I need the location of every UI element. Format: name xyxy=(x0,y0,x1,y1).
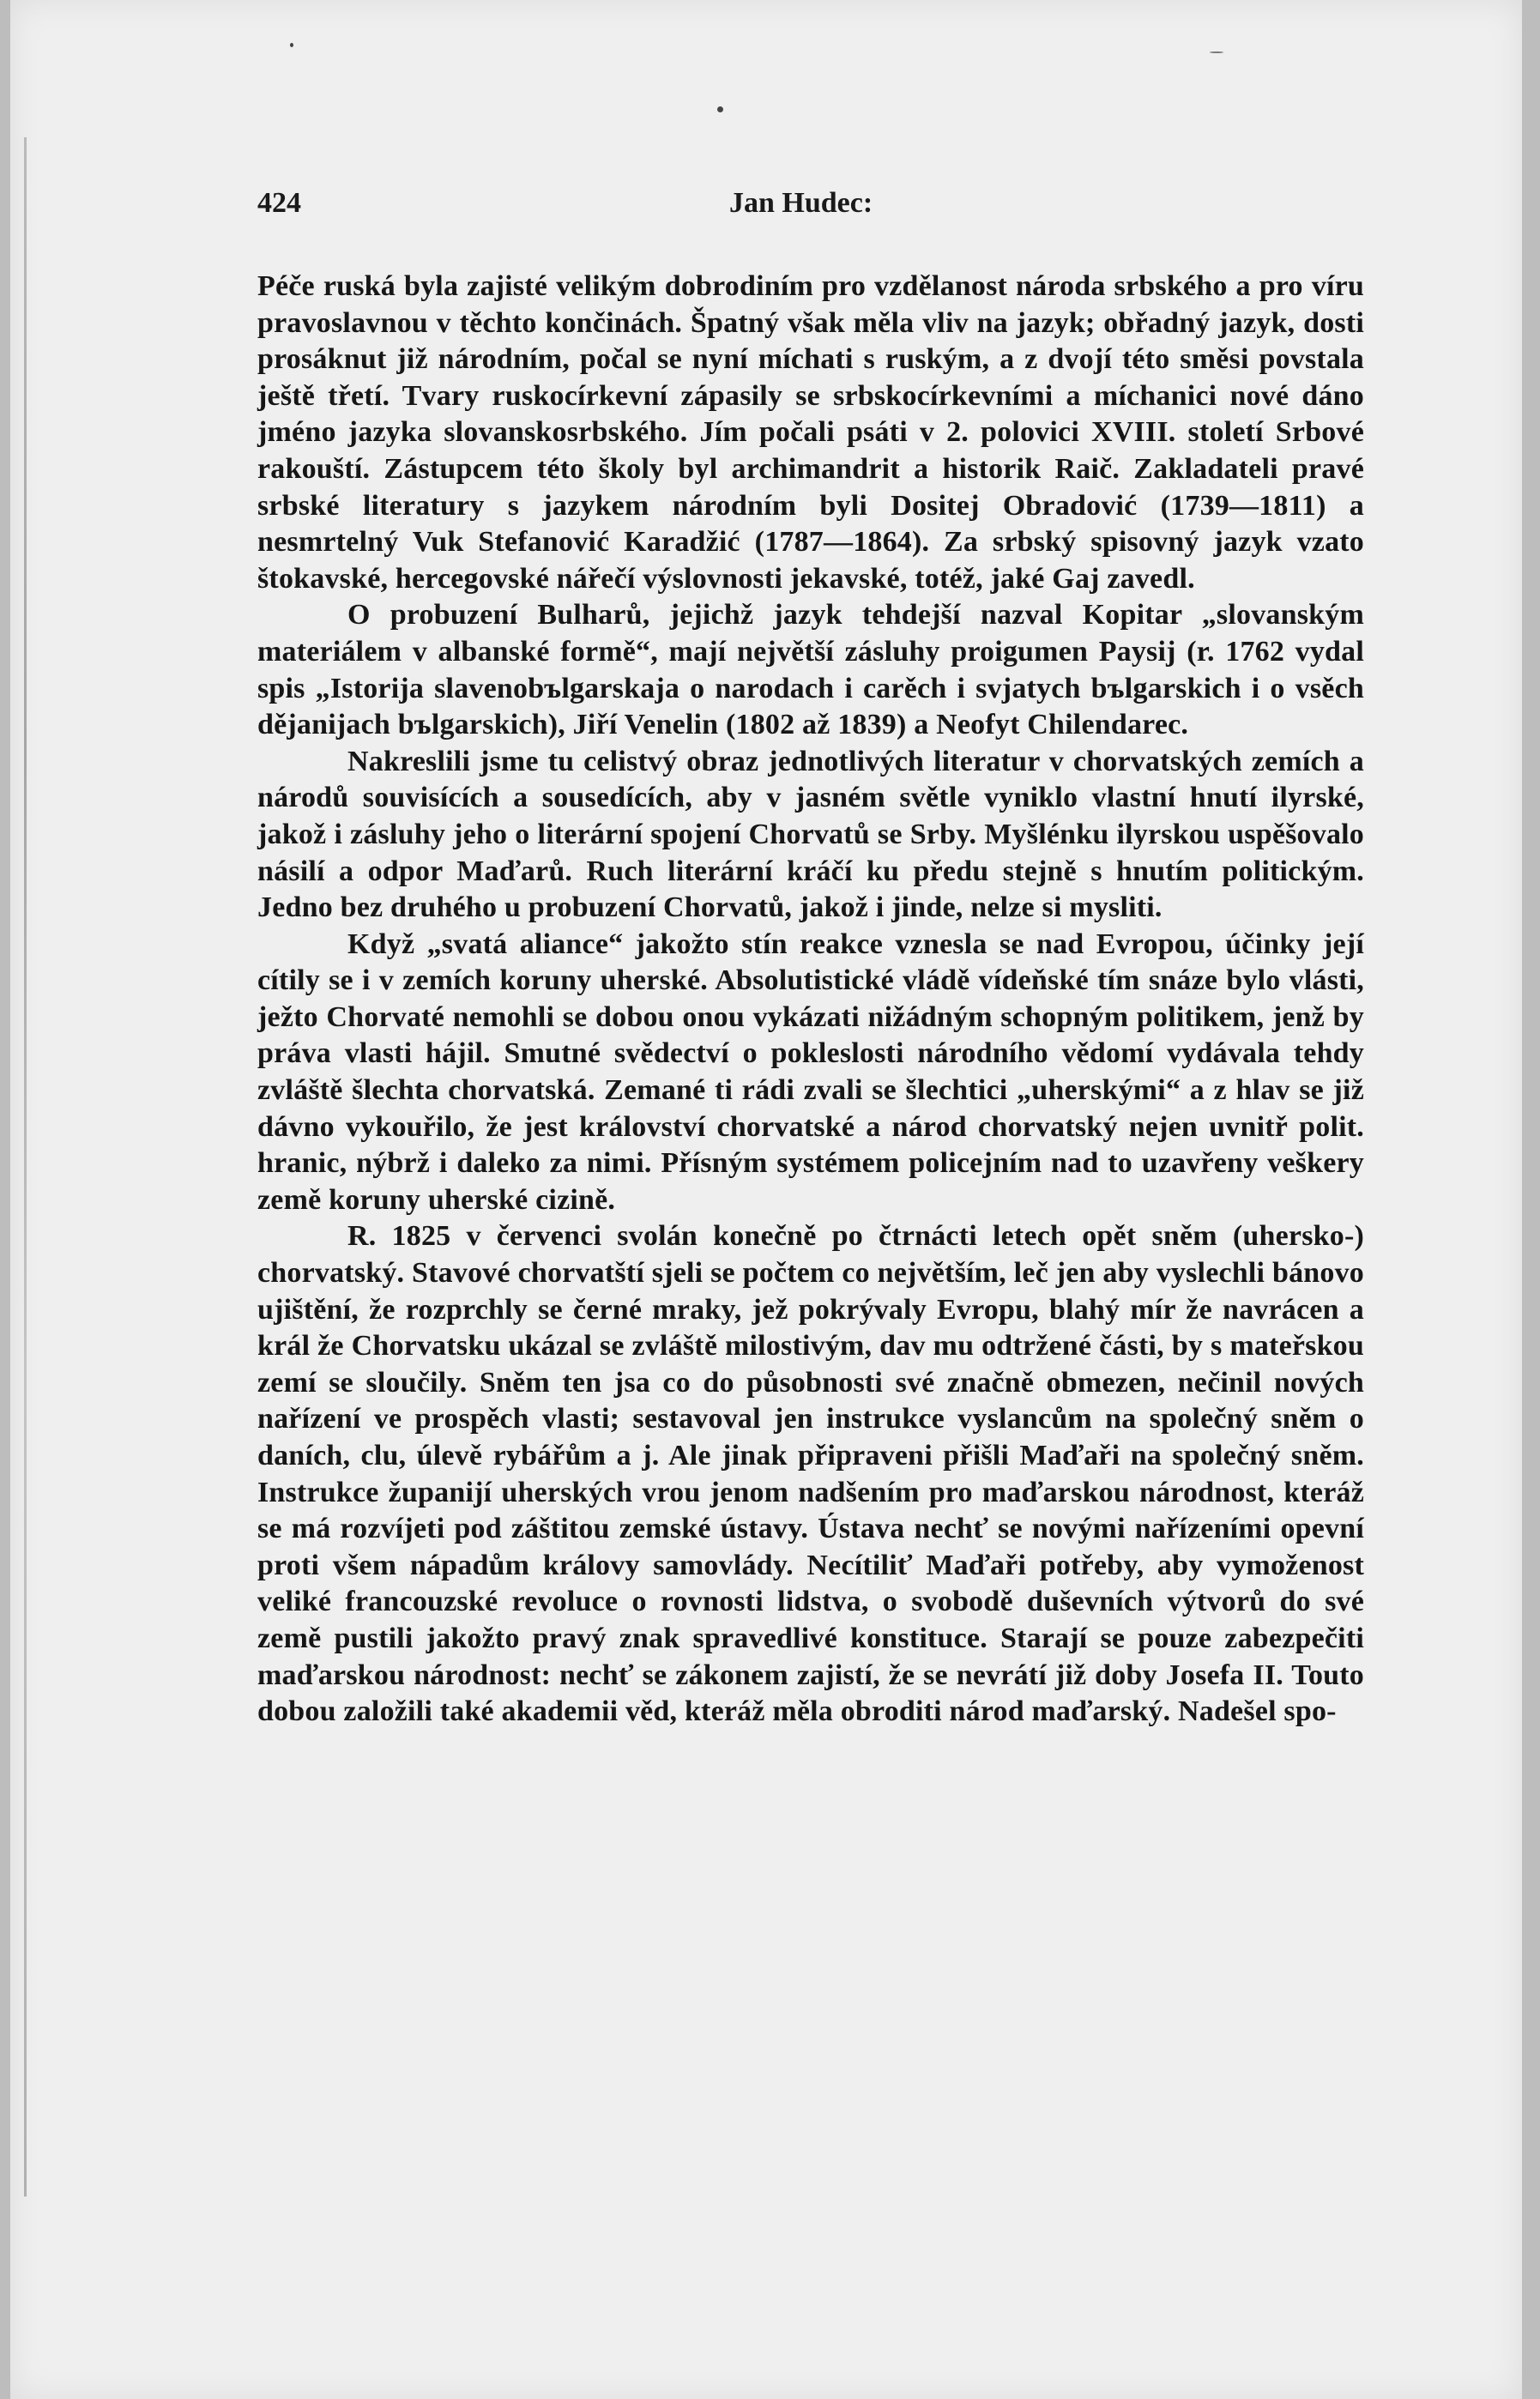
page-number: 424 xyxy=(257,187,301,219)
paragraph: Když „svatá aliance“ jakožto stín reakce vznesla se nad Evropou, účinky její cítily se i v zemích koruny uherské. Absolutistické vládě vídeňské tím snáze bylo vlásti, ježto Chorvaté nemohli se dobou onou vykázati nižádným schopným politikem, jenž by práva vlasti hájil. Smutné svědectví o pokleslosti národního vědomí vydávala tehdy zvláště šlechta chorvatská. Zemané ti rádi zvali se šlechtici „uherskými“ a z hlav se již dávno vykouřilo, že jest království chorvatské a národ chorvatský nejen uvnitř polit. hranic, nýbrž i daleko za nimi. Přísným systémem policejním nad to uzavřeny veškery země koruny uherské cizině. xyxy=(257,928,1364,1216)
paragraph: R. 1825 v červenci svolán konečně po čtrnácti letech opět sněm (uhersko-) chorvatský. Stavové chorvatští sjeli se počtem co největším, leč jen aby vyslechli bánovo ujištění, že rozprchly se černé mraky, jež pokrývaly Evropu, blahý mír že navrácen a král že Chorvatsku ukázal se zvláště milostivým, dav mu odtržené části, by s mateřskou zemí se sloučily. Sněm ten jsa co do působnosti své značně obmezen, nečinil nových nařízení ve prospěch vlasti; sestavoval jen instrukce vyslancům na společný sněm o daních, clu, úlevě rybářům a j. Ale jinak připraveni přišli Maďaři na společný sněm. Instrukce županijí uherských vrou jenom nadšením pro maďarskou národnost, kteráž se má rozvíjeti pod záštitou zemské ústavy. Ústava nechť se novými nařízeními opevní proti všem nápadům královy samovlády. Necítiliť Maďaři potřeby, aby vymoženost veliké francouzské revoluce o rovnosti lidstva, o svobodě duševních výtvorů do své země pustili jakožto pravý znak spravedlivé konstituce. Starají se pouze zabezpečiti maďarskou národnost: nechť se zákonem zajistí, že se nevrátí již doby Josefa II. Touto dobou založili také akademii věd, kteráž měla obroditi národ maďarský. Nadešel spo- xyxy=(257,1220,1364,1728)
page-header xyxy=(257,187,1364,230)
page-binding-edge xyxy=(24,137,27,2197)
paragraph: Nakreslili jsme tu celistvý obraz jednotlivých literatur v chorvatských zemích a národů souvisících a sousedících, aby v jasném světle vyniklo vlastní hnutí ilyrské, jakož i zásluhy jeho o literární spojení Chorvatů se Srby. Myšlénku ilyrskou uspěšovalo násilí a odpor Maďarů. Ruch literární kráčí ku předu stejně s hnutím politickým. Jedno bez druhého u probuzení Chorvatů, jakož i jinde, nelze si mysliti. xyxy=(257,745,1364,924)
scan-speck xyxy=(717,106,723,112)
running-head: Jan Hudec: xyxy=(729,187,873,219)
paragraph: Péče ruská byla zajisté velikým dobrodiním pro vzdělanost národa srbského a pro víru pravoslavnou v těchto končinách. Špatný však měla vliv na jazyk; obřadný jazyk, dosti prosáknut již národním, počal se nyní míchati s ruským, a z dvojí této směsi povstala ještě třetí. Tvary ruskocírkevní zápasily se srbskocírkevními a míchanici nové dáno jméno jazyka slovanskosrbského. Jím počali psáti v 2. polovici XVIII. století Srbové rakouští. Zástupcem této školy byl archimandrit a historik Raič. Zakladateli pravé srbské literatury s jazykem národním byli Dositej Obradović (1739—1811) a nesmrtelný Vuk Stefanović Karadžić (1787—1864). Za srbský spisovný jazyk vzato štokavské, hercegovské nářečí výslovnosti jekavské, totéž, jaké Gaj zavedl. xyxy=(257,270,1364,595)
scan-speck xyxy=(1210,51,1223,53)
book-page xyxy=(10,0,1522,2399)
body-text xyxy=(257,269,1364,1731)
scan-speck xyxy=(290,43,293,47)
paragraph: O probuzení Bulharů, jejichž jazyk tehdejší nazval Kopitar „slovanským materiálem v albanské formě“, mají největší zásluhy proigumen Paysij (r. 1762 vydal spis „Istorija slavenobъlgarskaja o narodach i carěch i svjatych bъlgarskich i o vsěch dějanijach bъlgarskich), Jiří Venelin (1802 až 1839) a Neofyt Chilendarec. xyxy=(257,599,1364,741)
